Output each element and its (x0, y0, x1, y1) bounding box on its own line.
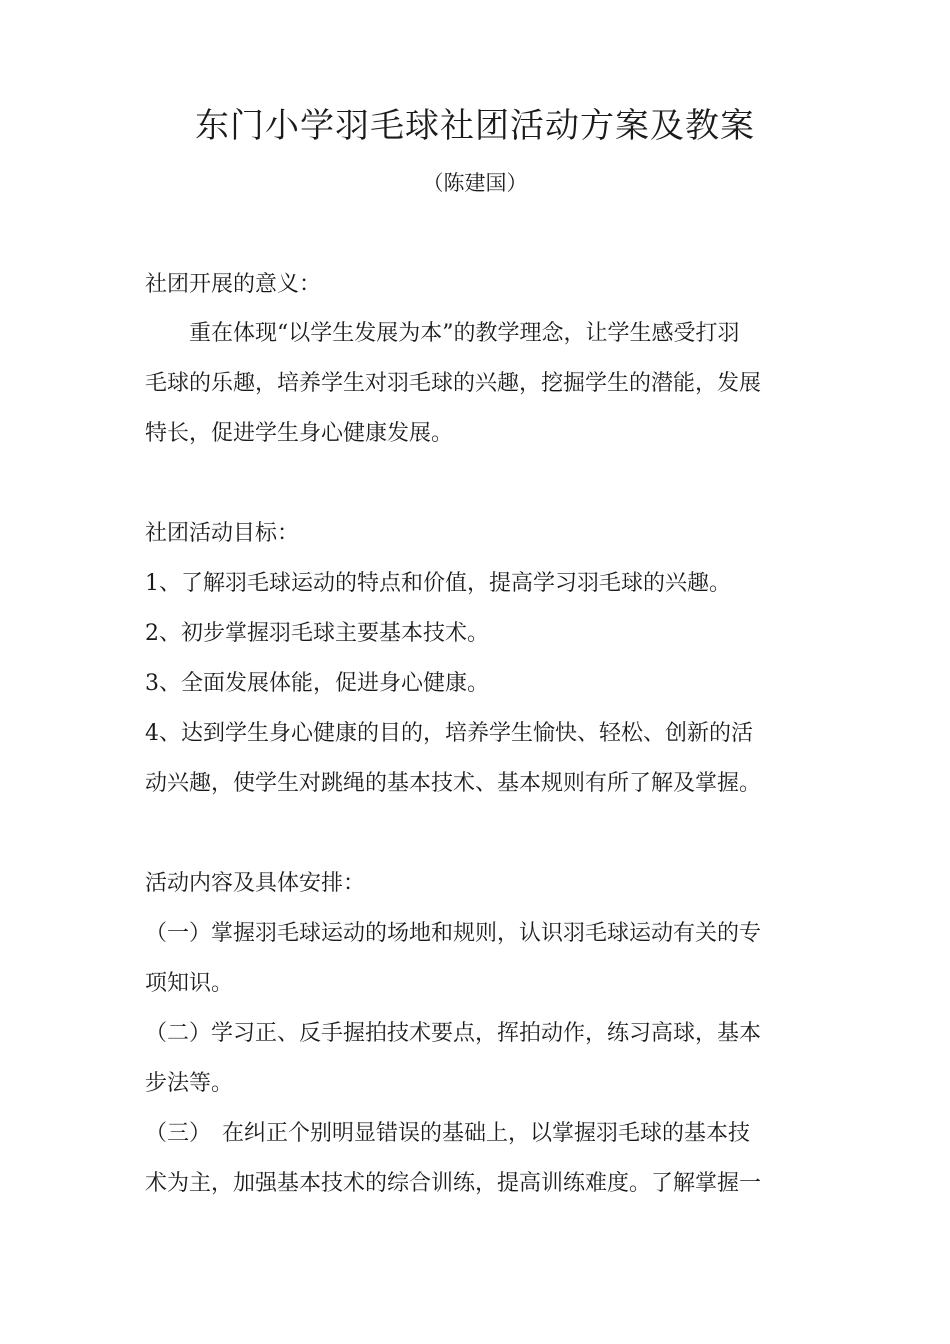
section-heading-content: 活动内容及具体安排： (145, 871, 366, 896)
content-item-continued: 项知识。 (145, 971, 234, 996)
goal-item: 4、达到学生身心健康的目的，培养学生愉快、轻松、创新的活 (145, 721, 753, 746)
content-item: （一）掌握羽毛球运动的场地和规则，认识羽毛球运动有关的专 (145, 921, 762, 946)
document-title: 东门小学羽毛球社团活动方案及教案 (195, 106, 755, 146)
goal-item: 1、了解羽毛球运动的特点和价值，提高学习羽毛球的兴趣。 (145, 571, 731, 596)
paragraph-line: 特长，促进学生身心健康发展。 (145, 421, 454, 446)
content-item: （三） 在纠正个别明显错误的基础上，以掌握羽毛球的基本技 (145, 1121, 751, 1146)
goal-item: 3、全面发展体能，促进身心健康。 (145, 671, 489, 696)
section-heading-goals: 社团活动目标： (145, 521, 300, 546)
content-item-continued: 术为主，加强基本技术的综合训练，提高训练难度。了解掌握一 (145, 1171, 762, 1196)
content-item: （二）学习正、反手握拍技术要点，挥拍动作，练习高球，基本 (145, 1021, 762, 1046)
paragraph-line: 重在体现“以学生发展为本”的教学理念，让学生感受打羽 (145, 321, 740, 346)
goal-item: 2、初步掌握羽毛球主要基本技术。 (145, 621, 489, 646)
goal-item-continued: 动兴趣，使学生对跳绳的基本技术、基本规则有所了解及掌握。 (145, 771, 762, 796)
section-heading-significance: 社团开展的意义： (145, 272, 322, 297)
paragraph-line: 毛球的乐趣，培养学生对羽毛球的兴趣，挖掘学生的潜能，发展 (145, 371, 762, 396)
content-item-continued: 步法等。 (145, 1071, 234, 1096)
document-author: （陈建国） (422, 171, 528, 195)
